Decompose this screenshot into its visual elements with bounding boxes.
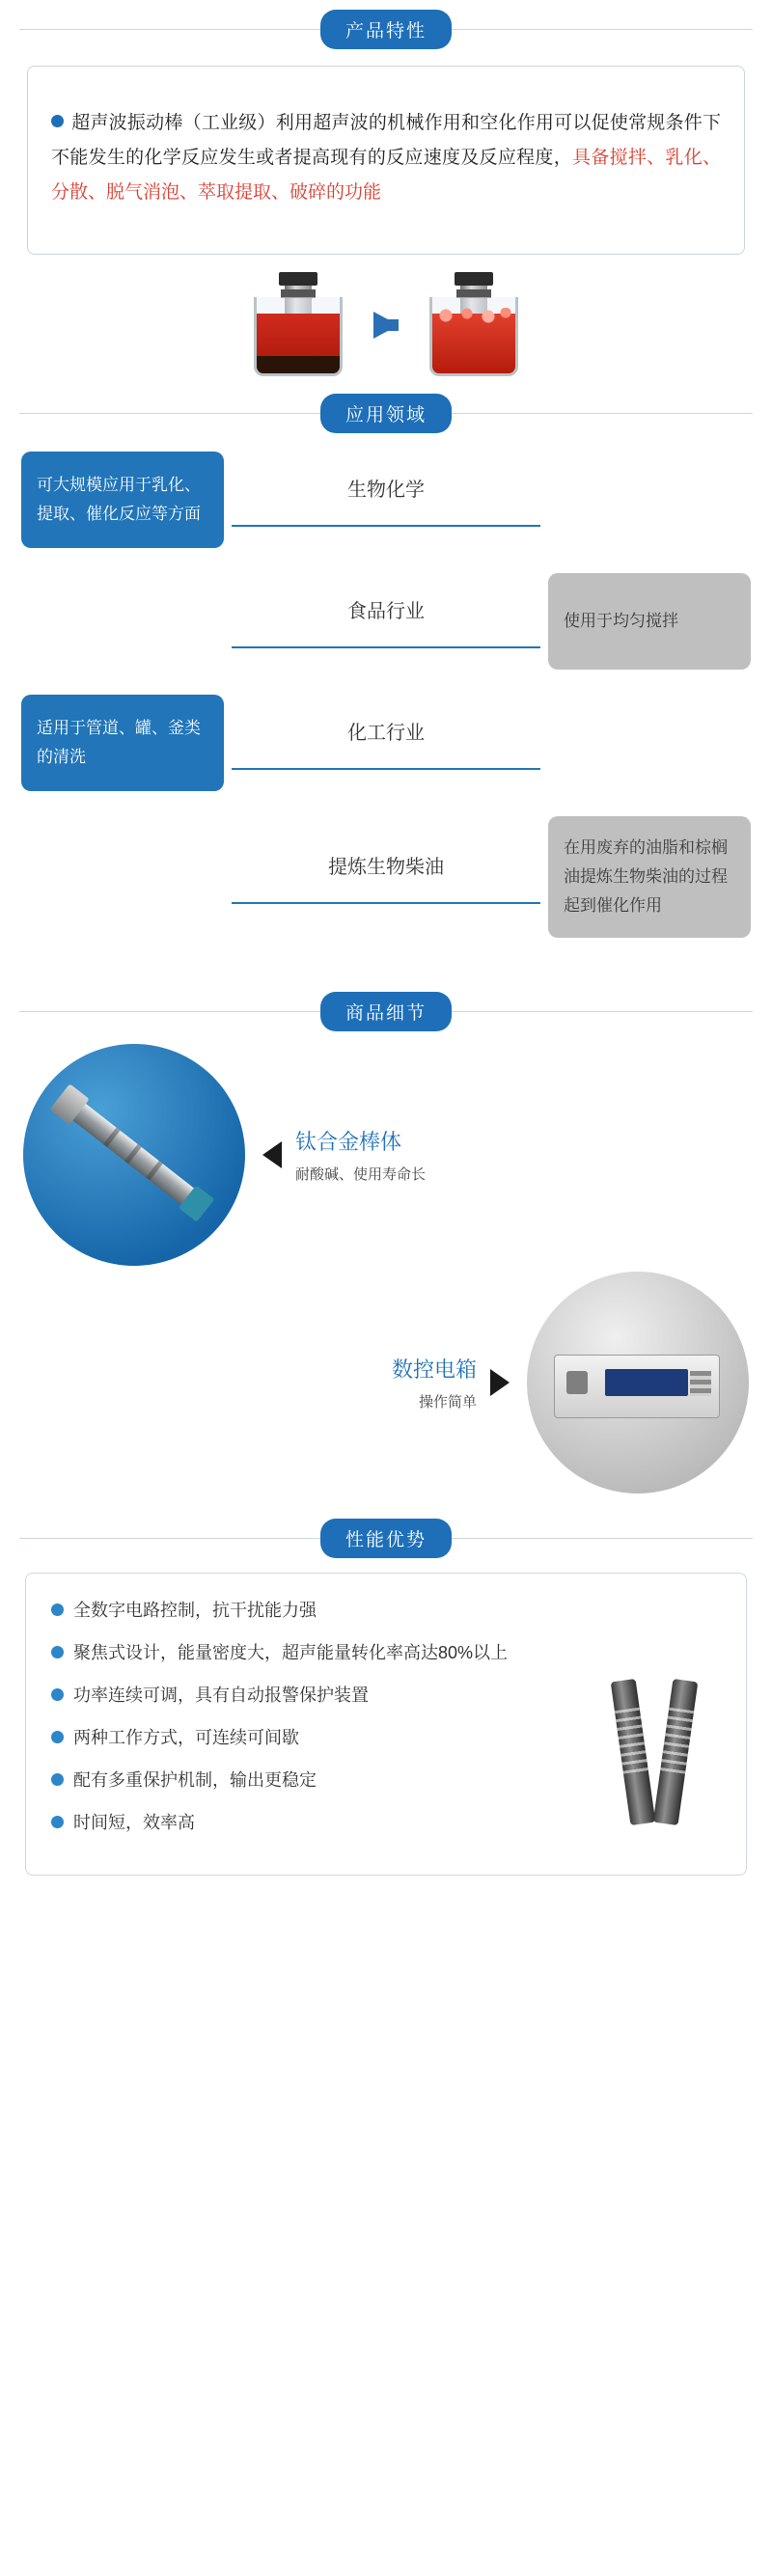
beaker-glass-before [254,297,343,376]
bullet-dot-icon [51,1773,64,1786]
rod-ribs [660,1708,694,1778]
application-label: 生物化学 [347,479,425,501]
bullet-dot-icon [51,1816,64,1828]
control-display [605,1369,688,1396]
performance-item [51,1637,721,1668]
section-title-details: 商品细节 [320,992,452,1031]
probe-cap-2 [455,272,493,286]
detail-caption-controller [23,1354,477,1411]
performance-product-image [597,1680,713,1824]
application-row [21,452,751,548]
rod-segment [124,1144,141,1164]
detail-title: 钛合金棒体 [295,1130,402,1154]
application-label-cell [224,717,548,770]
beaker-sediment-layer [257,356,340,373]
arrow-right-icon [373,312,399,339]
application-underline [232,646,540,648]
control-box-photo [527,1272,749,1494]
section-header-details [0,982,772,1040]
bullet-dot-icon [51,1688,64,1701]
control-box-icon [554,1355,720,1418]
application-panel: 适用于管道、罐、釜类的清洗 [21,695,224,791]
performance-item-text: 功率连续可调，具有自动报警保护装置 [73,1685,369,1705]
performance-item-text: 时间短，效率高 [73,1813,195,1832]
section-title-performance: 性能优势 [320,1519,452,1558]
rod-segment [103,1128,120,1147]
detail-row-rod [23,1044,749,1266]
application-underline [232,902,540,904]
detail-subtitle: 耐酸碱、使用寿命长 [295,1166,427,1183]
detail-caption-rod [295,1126,749,1184]
control-buttons [690,1371,711,1396]
features-intro-text: 超声波振动棒（工业级）利用超声波的机械作用和空化作用可以促使常规条件下不能发生的化学反应发生或者提高现有的反应速度及反应程度， [51,113,721,168]
beaker-illustration [0,272,772,378]
beaker-glass-after [429,297,518,376]
performance-item-text: 配有多重保护机制，输出更稳定 [73,1770,317,1790]
applications-list [0,442,772,982]
application-row [21,695,751,791]
rod-segment [146,1161,162,1180]
product-details [0,1040,772,1509]
application-row [21,816,751,938]
application-label-cell [224,474,548,527]
triangle-left-icon [262,1141,282,1168]
application-label: 化工行业 [347,722,425,744]
application-label-cell [224,851,548,904]
detail-subtitle: 操作简单 [418,1394,477,1411]
performance-card [25,1573,747,1876]
control-knob [566,1371,588,1394]
section-header-performance [0,1509,772,1567]
performance-item-text: 全数字电路控制，抗干扰能力强 [73,1601,317,1620]
performance-item-text: 两种工作方式，可连续可间歇 [73,1728,299,1747]
rod-ribs [615,1708,648,1778]
performance-item-text: 聚焦式设计，能量密度大，超声能量转化率高达80%以上 [73,1643,509,1662]
application-row [21,573,751,670]
titanium-rod-photo [23,1044,245,1266]
application-label: 提炼生物柴油 [328,856,444,878]
probe-cap [279,272,317,286]
section-header-features [0,0,772,58]
bullet-dot-icon [51,115,64,127]
product-rod-icon [653,1679,699,1825]
section-header-applications [0,384,772,442]
section-title-features: 产品特性 [320,10,452,49]
application-panel: 可大规模应用于乳化、提取、催化反应等方面 [21,452,224,548]
rod-head [49,1083,89,1125]
features-intro-paragraph [51,106,721,210]
application-underline [232,768,540,770]
bullet-dot-icon [51,1603,64,1616]
performance-item [51,1595,721,1626]
beaker-after [416,272,532,378]
product-rod-icon [611,1679,656,1825]
features-intro-card [27,66,745,255]
application-underline [232,525,540,527]
triangle-right-icon [490,1369,510,1396]
beaker-liquid-after [432,314,515,373]
detail-title: 数控电箱 [391,1357,477,1382]
bullet-dot-icon [51,1646,64,1658]
application-panel: 使用于均匀搅拌 [548,573,751,670]
rod-tip [179,1185,214,1221]
titanium-rod-icon [64,1097,205,1214]
section-title-applications: 应用领域 [320,394,452,433]
application-label: 食品行业 [347,600,425,622]
application-panel: 在用废弃的油脂和棕榈油提炼生物柴油的过程起到催化作用 [548,816,751,938]
beaker-before [240,272,356,378]
detail-row-controller [23,1272,749,1494]
bullet-dot-icon [51,1731,64,1743]
application-label-cell [224,595,548,648]
features-intro-highlight: 具备搅拌、乳化、分散、脱气消泡、萃取提取、破碎的功能 [51,148,721,203]
